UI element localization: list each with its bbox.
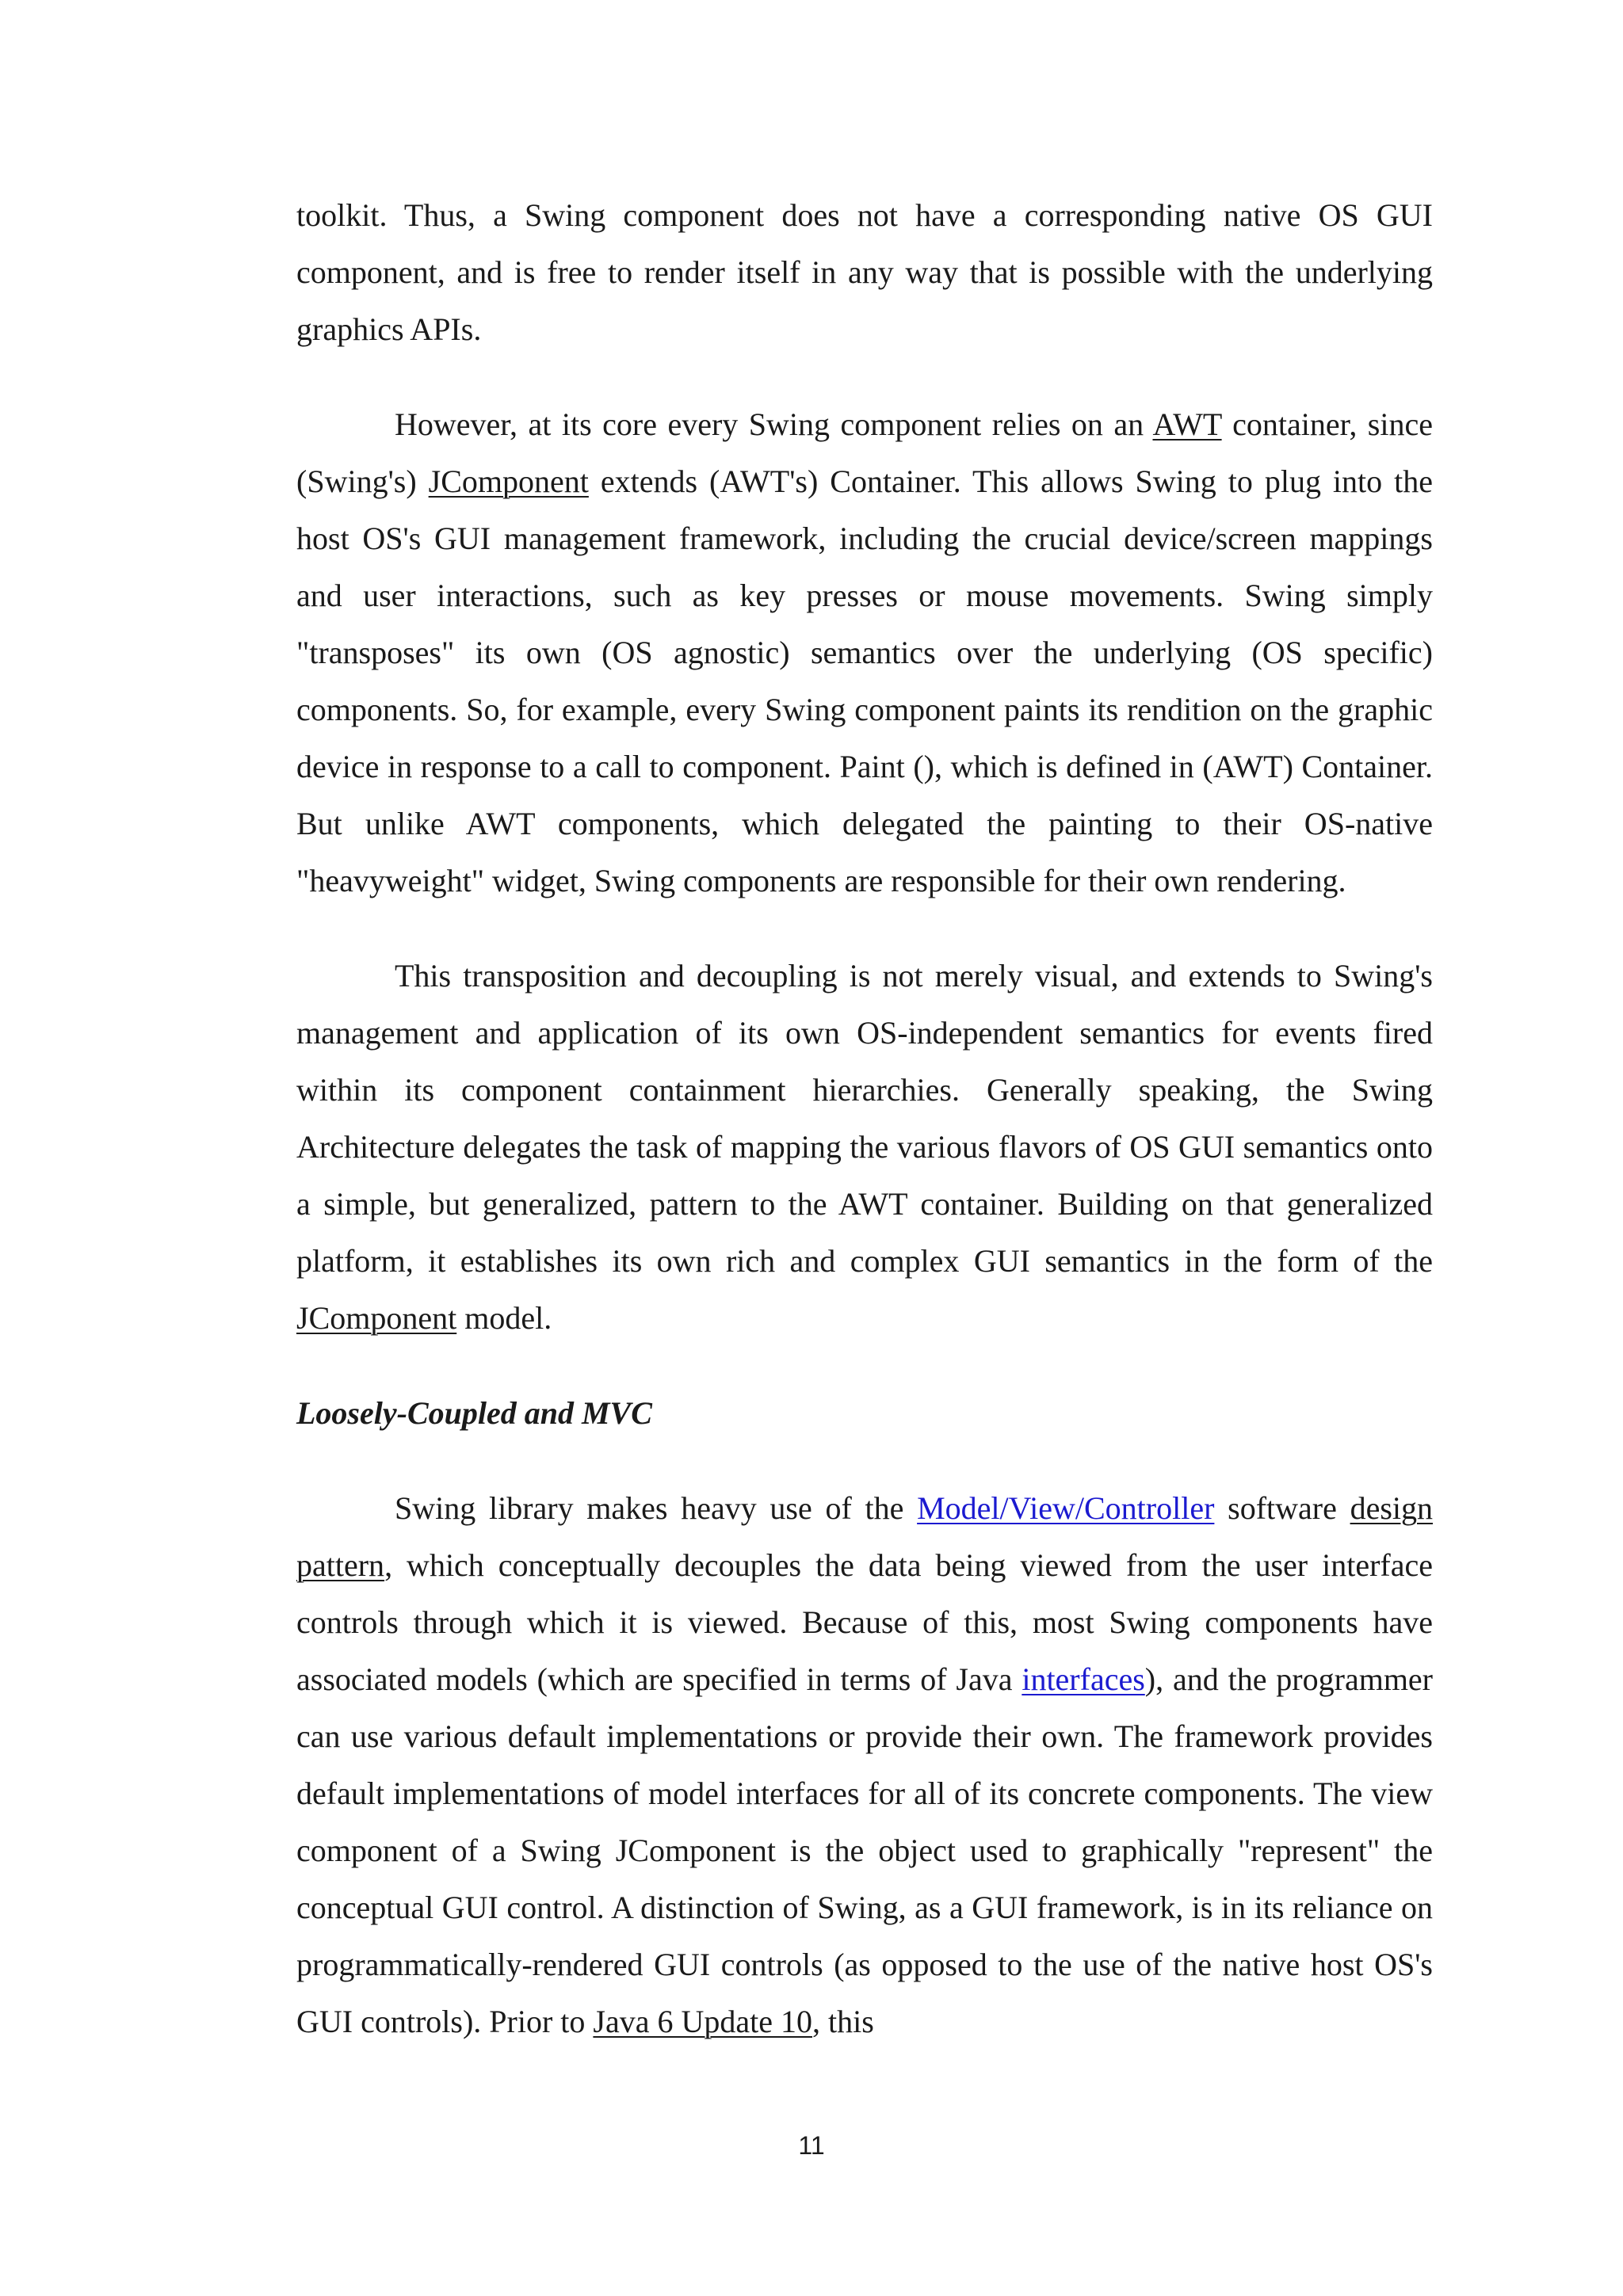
paragraph-gap bbox=[296, 358, 1433, 396]
jcomponent-link[interactable]: JComponent bbox=[428, 463, 589, 499]
section-heading-text: Loosely-Coupled and MVC bbox=[296, 1395, 652, 1431]
paragraph-4 bbox=[296, 1480, 1433, 2050]
page-number: 11 bbox=[798, 2131, 825, 2160]
design-pattern-link[interactable]: design pattern bbox=[296, 1490, 1433, 1583]
paragraph-3-text-b: model. bbox=[456, 1300, 552, 1336]
awt-link[interactable]: AWT bbox=[1152, 406, 1222, 442]
paragraph-4-text-c: , which conceptually decouples the data being viewed from the user interface controls through which it is viewed. Because of this, most Swing components have associated models (which are specified in terms of Java bbox=[296, 1547, 1433, 1697]
paragraph-1-text: toolkit. Thus, a Swing component does not have a corresponding native OS GUI component, and is free to render itself in any way that is possible with the underlying graphics APIs. bbox=[296, 197, 1433, 347]
paragraph-gap bbox=[296, 910, 1433, 948]
interfaces-link[interactable]: interfaces bbox=[1022, 1661, 1145, 1697]
paragraph-1 bbox=[296, 187, 1433, 358]
paragraph-4-text-e: , this bbox=[812, 2004, 874, 2039]
paragraph-4-text-b: software bbox=[1214, 1490, 1350, 1526]
section-heading bbox=[296, 1385, 1433, 1442]
paragraph-3-text-a: This transposition and decoupling is not merely visual, and extends to Swing's management and application of its own OS-independent semantics for events fired within its component containment hierarchies. Generally speaking, the Swing Architecture delegates the task of mapping the various flavors of OS GUI semantics onto a simple, but generalized, pattern to the AWT container. Building on that generalized platform, it establishes its own rich and complex GUI semantics in the form of the bbox=[296, 958, 1433, 1279]
paragraph-2-text-b: container, since (Swing's) bbox=[296, 406, 1433, 499]
paragraph-2 bbox=[296, 396, 1433, 910]
paragraph-2-text-c: extends (AWT's) Container. This allows Swing to plug into the host OS's GUI management framework, including the crucial device/screen mappings and user interactions, such as key presses or mouse movements. Swing simply "transposes" its own (OS agnostic) semantics over the underlying (OS specific) components. So, for example, every Swing component paints its rendition on the graphic device in response to a call to component. Paint (), which is defined in (AWT) Container. But unlike AWT components, which delegated the painting to their OS-native "heavyweight" widget, Swing components are responsible for their own rendering. bbox=[296, 463, 1433, 898]
page-content bbox=[296, 187, 1433, 2050]
java6-update10-link[interactable]: Java 6 Update 10 bbox=[593, 2004, 812, 2039]
paragraph-gap bbox=[296, 1347, 1433, 1385]
jcomponent-model-link[interactable]: JComponent bbox=[296, 1300, 457, 1336]
paragraph-4-text-a: Swing library makes heavy use of the bbox=[395, 1490, 918, 1526]
mvc-link[interactable]: Model/View/Controller bbox=[917, 1490, 1215, 1526]
paragraph-3 bbox=[296, 948, 1433, 1347]
paragraph-4-text-d: ), and the programmer can use various default implementations or provide their own. The framework provides default implementations of model interfaces for all of its concrete components. The view component of a Swing JComponent is the object used to graphically "represent" the conceptual GUI control. A distinction of Swing, as a GUI framework, is in its reliance on programmatically-rendered GUI controls (as opposed to the use of the native host OS's GUI controls). Prior to bbox=[296, 1661, 1434, 2039]
paragraph-gap bbox=[296, 1442, 1433, 1480]
paragraph-2-text-a: However, at its core every Swing component relies on an bbox=[395, 406, 1153, 442]
